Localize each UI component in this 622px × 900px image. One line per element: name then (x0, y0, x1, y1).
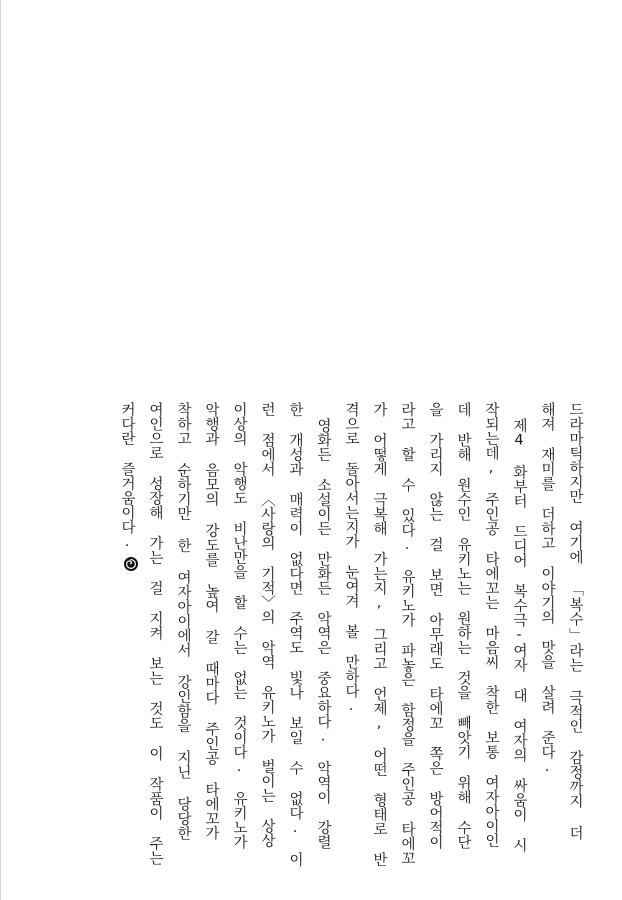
text-line: 을 가리지 않는 걸 보면 아무래도 타에꼬 쪽은 방어적이 (427, 402, 443, 849)
paragraph-2 (337, 402, 533, 867)
spiral-icon (124, 557, 138, 571)
text-line: 라고 할 수 있다. 유키노가 파놓은 함정을 주인공 타에꼬 (399, 402, 415, 865)
text-line: 영화든 소설이든 만화든 악역은 중요하다. 악역이 강렬 (315, 417, 331, 849)
text-line: 착하고 순하기만 한 여자아이에서 강인함을 지닌 당당한 (175, 402, 191, 840)
text-line: 악행과 음모의 강도를 높여 갈 때마다 주인공 타에꼬가 (203, 402, 219, 840)
text-line: 가 어떻게 극복해 가는지, 그리고 언제, 어떤 형태로 반 (371, 402, 387, 867)
text-line: 여인으로 성장해 가는 걸 지켜 보는 것도 이 작품이 주는 (147, 402, 163, 865)
text-line-final (113, 402, 141, 840)
text-line: 격으로 돌아서는지가 눈여겨 볼 만하다. (343, 402, 359, 714)
paragraph-1 (533, 402, 589, 840)
vertical-text-body (113, 402, 589, 867)
text-line: 데 반해 원수인 유키노는 원하는 것을 빼앗기 위해 수단 (455, 402, 471, 849)
final-line-text: 커다란 즐거움이다. (119, 402, 135, 550)
text-line: 제4 화부터 드디어 복수극-여자 대 여자의 싸움이 시 (511, 417, 527, 852)
text-line: 드라마틱하지만 여기에 「복수」라는 극적인 감정까지 더 (567, 402, 583, 840)
text-line: 작되는데, 주인공 타에꼬는 마음씨 착한 보통 여자아이인 (483, 402, 499, 848)
text-line: 한 개성과 매력이 없다면 주역도 빛나 보일 수 없다. 이 (287, 402, 303, 867)
text-line: 런 점에서 〈사랑의 기적〉의 악역 유키노가 벌이는 상상 (259, 402, 275, 848)
paragraph-3 (113, 402, 337, 867)
text-line: 해져 재미를 더하고 이야기의 맛을 살려 준다. (539, 402, 555, 775)
page-edge-line (0, 0, 1, 900)
text-line: 이상의 악행도 비난만을 할 수는 없는 것이다. 유키노가 (231, 402, 247, 849)
